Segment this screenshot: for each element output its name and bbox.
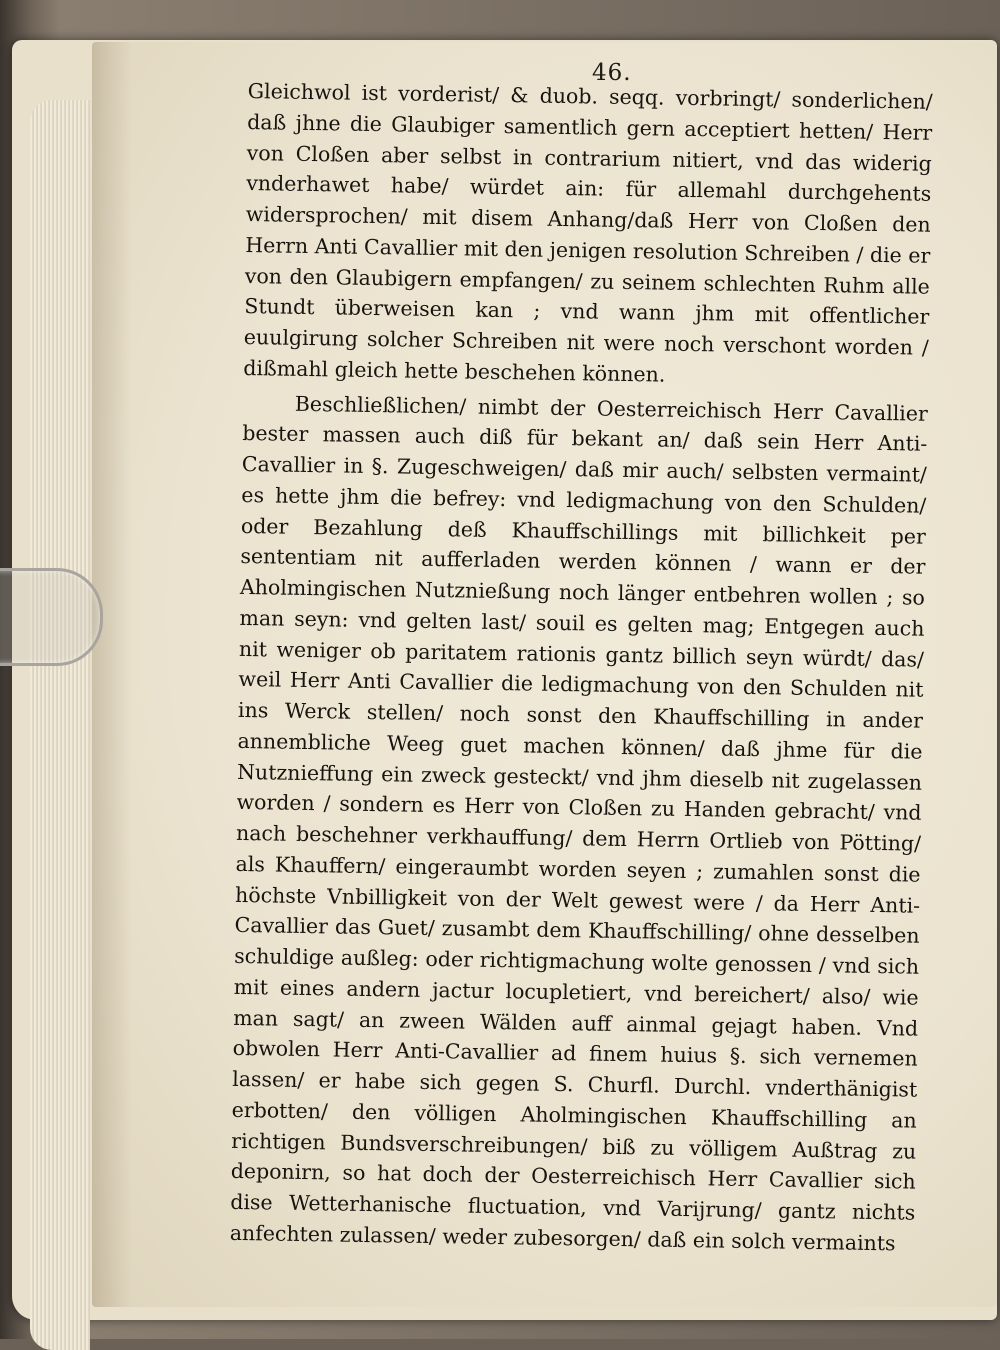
paragraph-2: Beschließlichen/ nimbt der Oesterreichisch Herr Cavallier bester massen auch diß für bekant an/ daß sein Herr Anti-Cavallier in §. Zugeschweigen/ daß mir auch/ selbsten vermaint/ es hette jhm die befrey: vnd ledigmachung von den Schulden/ oder Bezahlung deß Khauffschillings mit billichkeit per sententiam nit aufferladen werden können / wann er der Aholmingischen Nutznießung noch länger entbehren wollen ; so man seyn: vnd gelten last/ souil es gelten mag; Entgegen auch nit weniger ob paritatem rationis gantz billich seyn würdt/ das/ weil Herr Anti Cavallier die ledigmachung von den Schulden nit ins Werck stellen/ noch sonst den Khauffschilling in ander annembliche Weeg guet machen können/ daß jhme für die Nutznieffung ein zweck gesteckt/ vnd jhm dieselb nit zugelassen worden / sondern es Herr von Cloßen zu Handen gebracht/ vnd nach beschehner verkhauffung/ dem Herrn Ortlieb von Pötting/ als Khauffern/ eingeraumbt worden seyen ; zumahlen sonst die höchste Vnbilligkeit von der Welt gewest were / da Herr Anti-Cavallier das Guet/ zusambt dem Khauffschilling/ ohne desselben schuldige außleg: oder richtigmachung wolte genossen / vnd sich mit eines andern jactur locupletiert, vnd bereichert/ also/ wie man sagt/ an zween Wälden auff ainmal gejagt haben. Vnd obwolen Herr Anti-Cavallier ad finem huius §. sich vernemen lassen/ er habe sich gegen S. Churfl. Durchl. vnderthänigist erbotten/ den völligen Aholmingischen Khauffschilling an richtigen Bundsverschreibungen/ biß zu völligem Außtrag zu deponirn, so hat doch der Oesterreichisch Herr Cavallier sich dise Wetterhanische fluctuation, vnd Varijrung/ gantz nichts anfechten zulassen/ weder zubesorgen/ daß ein solch vermaints bbox=[229, 391, 928, 1256]
page-clip bbox=[0, 568, 103, 666]
page-number: 46. bbox=[592, 60, 632, 86]
page-edges bbox=[30, 100, 90, 1350]
page-body bbox=[230, 76, 933, 1259]
paragraph-1: Gleichwol ist vorderist/ & duob. seqq. vorbringt/ sonderlichen/ daß jhne die Glaubiger samentlich gern acceptiert hetten/ Herr von Cloßen aber selbst in contrarium nitiert, vnd das widerig vnderhawet habe/ würdet ain: für allemahl durchgehents widersprochen/ mit disem Anhang/daß Herr von Cloßen den Herrn Anti Cavallier mit den jenigen resolution Schreiben / die er von den Glaubigern empfangen/ zu seinem schlechten Ruhm alle Stundt überweisen kan ; vnd wann jhm mit offentlicher euulgirung solcher Schreiben nit were noch verschont worden / dißmahl gleich hette beschehen können. bbox=[243, 78, 933, 387]
